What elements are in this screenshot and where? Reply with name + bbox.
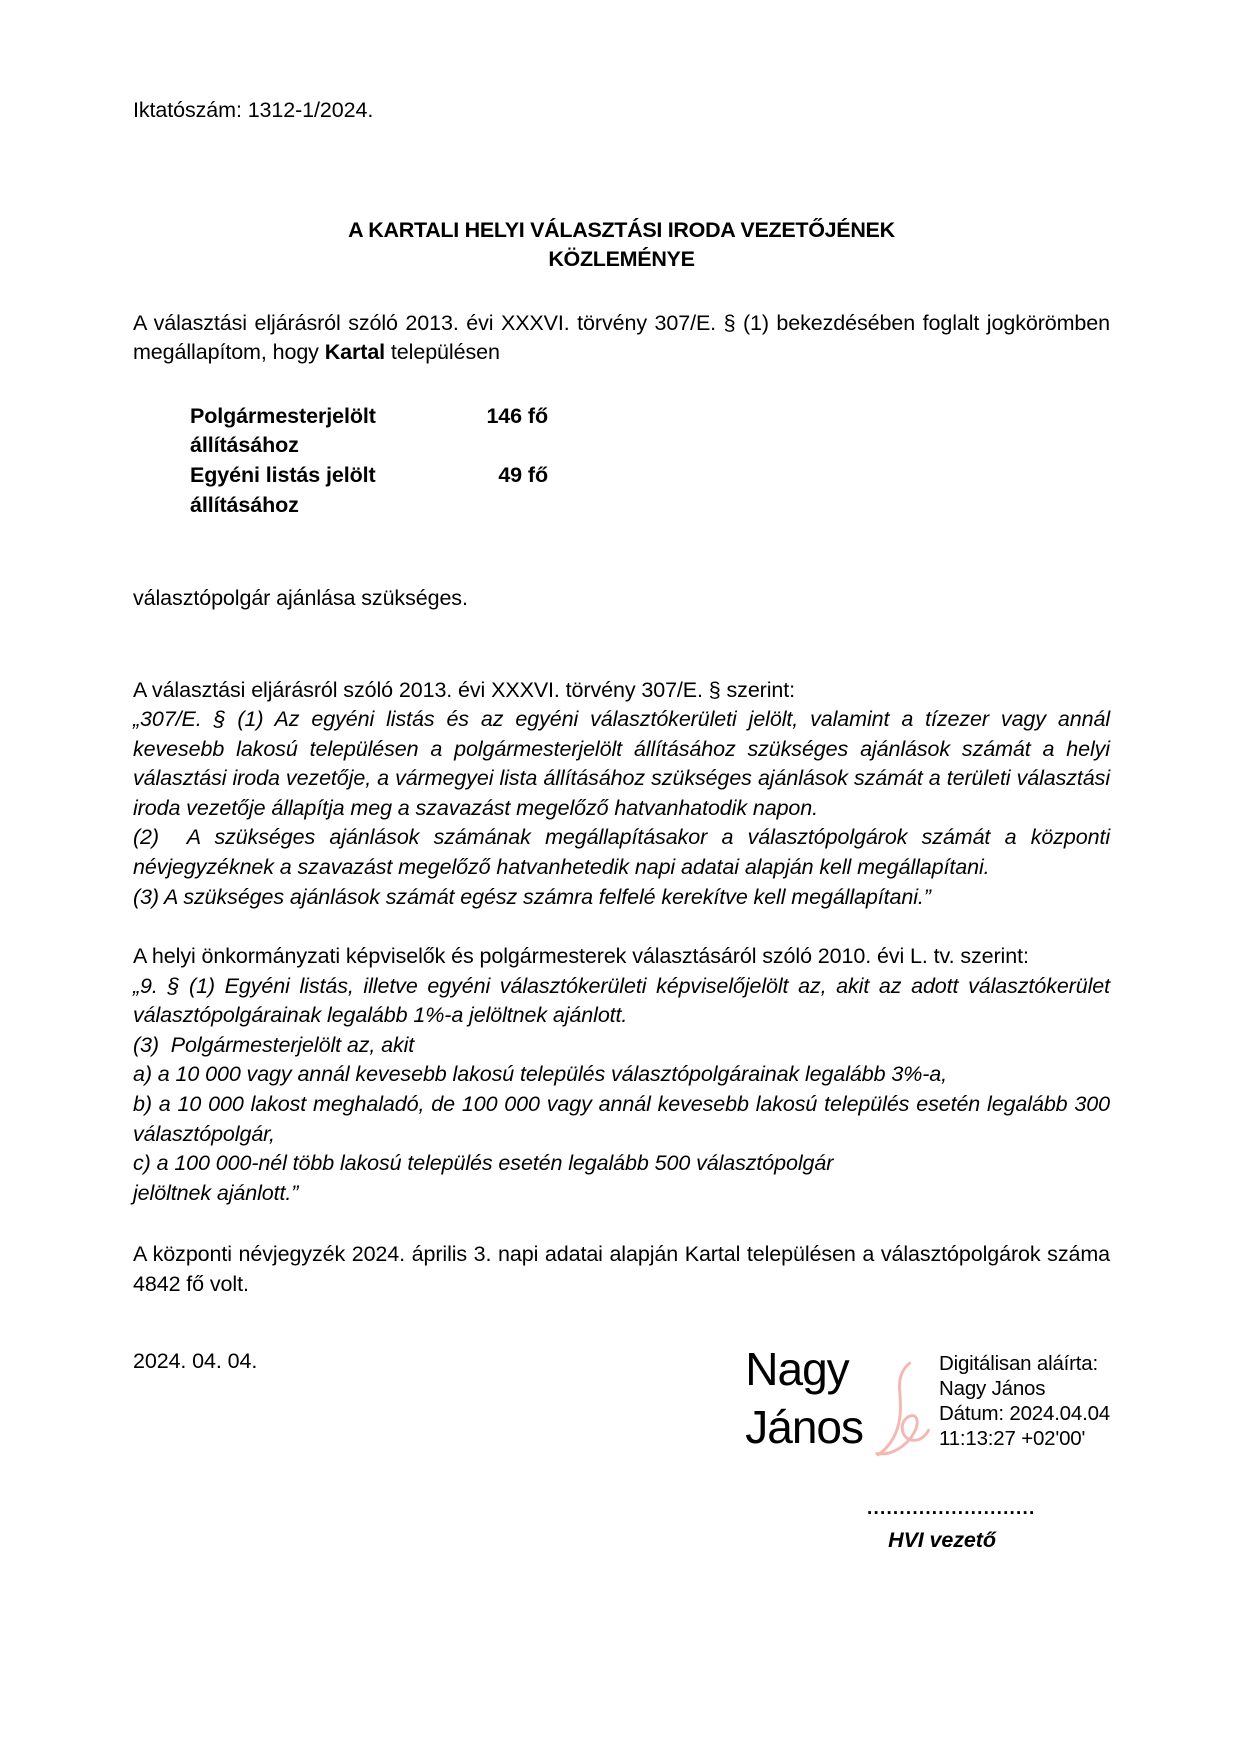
- signature-detail-line: Nagy János: [939, 1377, 1046, 1401]
- signer-name-line-2: János: [745, 1400, 864, 1453]
- law-section-2010: [133, 942, 1110, 1208]
- law-2010-heading: A helyi önkormányzati képviselők és polgármesterek választásáról szóló 2010. évi L. tv. szerint:: [133, 944, 1029, 969]
- quota-value: 49 fő: [498, 462, 548, 487]
- law-2013-heading: A választási eljárásról szóló 2013. évi XXXVI. törvény 307/E. § szerint:: [133, 677, 796, 702]
- signature-dotted-line: ..........................: [867, 1499, 1036, 1519]
- signer-name-line-1: Nagy: [745, 1343, 849, 1396]
- law-quote-paragraph: a) a 10 000 vagy annál kevesebb lakosú település választópolgárainak legalább 3%-a,: [133, 1062, 948, 1087]
- law-2010-quote: [133, 972, 1110, 1209]
- signature-detail-line: Digitálisan aláírta:: [939, 1352, 1098, 1376]
- law-quote-paragraph: b) a 10 000 lakost meghaladó, de 100 000 vagy annál kevesebb lakosú település esetén legalább 300 választópolgár,: [133, 1091, 1110, 1146]
- quota-label: Egyéni listás jelölt állításához: [190, 462, 376, 517]
- reference-number: Iktatószám: 1312-1/2024.: [133, 98, 374, 122]
- law-quote-paragraph: (3) Polgármesterjelölt az, akit: [133, 1032, 415, 1057]
- quota-table: [190, 402, 1110, 520]
- document-date: 2024. 04. 04.: [133, 1349, 258, 1374]
- quota-value: 146 fő: [486, 403, 548, 428]
- signature-details: [939, 1339, 1110, 1451]
- intro-paragraph: [133, 309, 1110, 368]
- intro-text-before: A választási eljárásról szóló 2013. évi XXXVI. törvény 307/E. § (1) bekezdésében foglalt jogkörömben megállapítom, hogy: [133, 310, 1110, 365]
- digital-signature-block: [745, 1339, 1110, 1556]
- signature-top-row: [863, 1339, 1110, 1485]
- law-quote-paragraph: (3) A szükséges ajánlások számát egész számra felfelé kerekítve kell megállapítani.”: [133, 884, 931, 909]
- law-quote-paragraph: c) a 100 000-nél több lakosú település esetén legalább 500 választópolgár: [133, 1151, 834, 1176]
- law-section-2013: [133, 676, 1110, 913]
- quota-row: [190, 461, 1110, 520]
- signature-line-area: [867, 1499, 1037, 1556]
- law-quote-paragraph: (2) A szükséges ajánlások számának megállapításakor a választópolgárok számát a központi névjegyzéknek a szavazást megelőző hatvanhetedik napi adatai alapján kell megállapítani.: [133, 825, 1110, 879]
- signature-right-column: [863, 1339, 1110, 1556]
- law-quote-paragraph: „9. § (1) Egyéni listás, illetve egyéni választókerületi képviselőjelölt az, akit az adott választókerület választópolgárainak legalább 1%-a jelöltnek ajánlott.: [133, 973, 1110, 1028]
- signer-role: HVI vezető: [888, 1528, 996, 1553]
- intro-text-after: településen: [385, 340, 500, 365]
- settlement-name: Kartal: [324, 340, 386, 365]
- signature-row: [133, 1339, 1110, 1556]
- acrobat-signature-swoosh-icon: [873, 1333, 933, 1485]
- closing-paragraph: A központi névjegyzék 2024. április 3. napi adatai alapján Kartal településen a választópolgárok száma 4842 fő volt.: [133, 1242, 1110, 1296]
- title-line-2: KÖZLEMÉNYE: [548, 247, 695, 272]
- law-quote-paragraph: „307/E. § (1) Az egyéni listás és az egyéni választókerületi jelölt, valamint a tízezer vagy annál kevesebb lakosú településen a polgármesterjelölt állításához szükséges ajánlások számát a helyi választási iroda vezetője, a vármegyei lista állításához szükséges ajánlások számát a területi választási iroda vezetője állapítja meg a szavazást megelőző hatvanhatodik napon.: [133, 707, 1110, 820]
- law-2013-quote: [133, 705, 1110, 912]
- title-line-1: A KARTALI HELYI VÁLASZTÁSI IRODA VEZETŐJÉNEK: [348, 217, 895, 242]
- suffrage-note: választópolgár ajánlása szükséges.: [133, 586, 468, 611]
- signature-detail-line: Dátum: 2024.04.04: [939, 1402, 1110, 1426]
- law-quote-paragraph: jelöltnek ajánlott.”: [133, 1180, 299, 1205]
- quota-label: Polgármesterjelölt állításához: [190, 403, 376, 458]
- signature-detail-line: 11:13:27 +02'00': [939, 1427, 1086, 1451]
- document-title: [133, 216, 1110, 275]
- quota-row: [190, 402, 1110, 461]
- signer-name-large: [745, 1339, 863, 1456]
